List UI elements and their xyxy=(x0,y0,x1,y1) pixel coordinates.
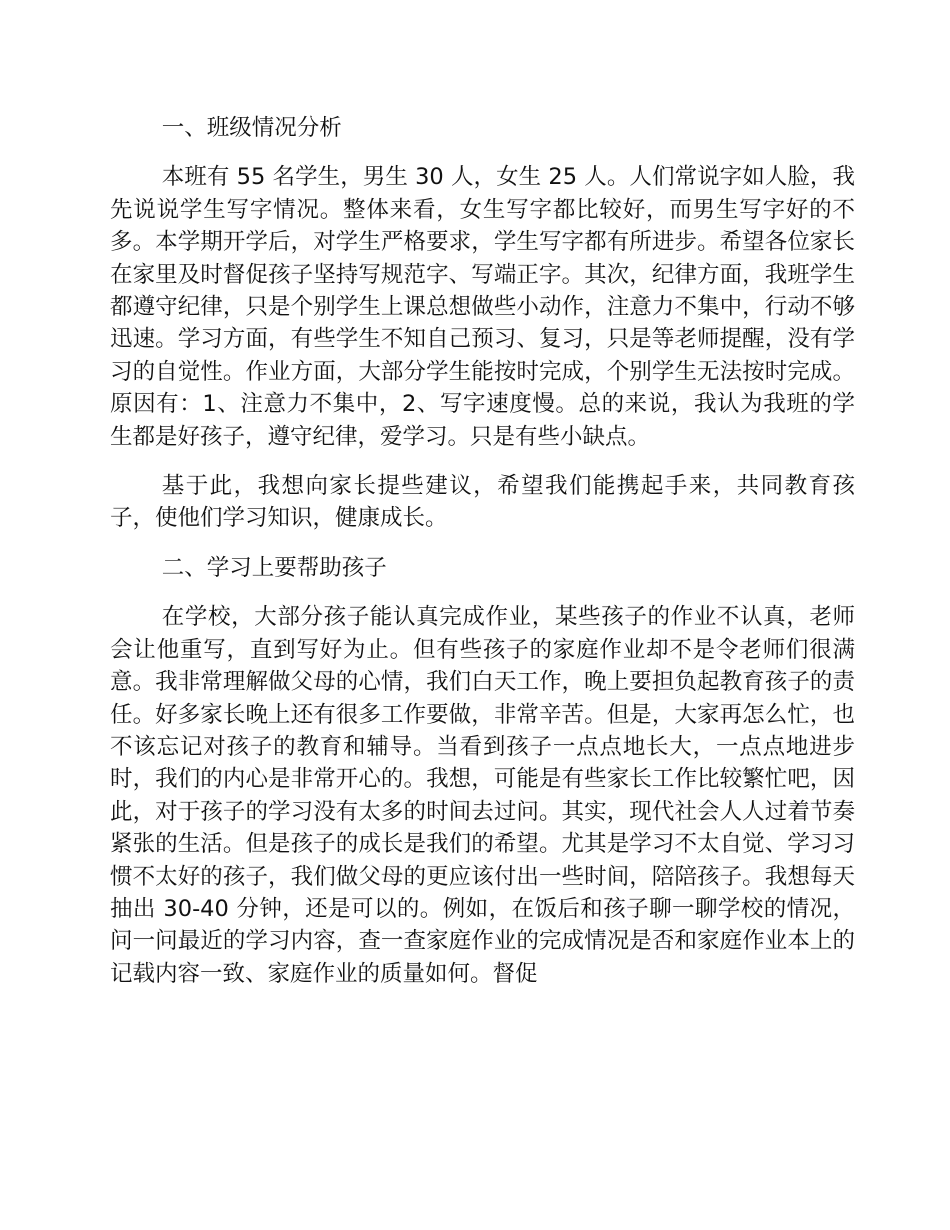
paragraph-study-help: 在学校，大部分孩子能认真完成作业，某些孩子的作业不认真，老师会让他重写，直到写好为止。但有些孩子的家庭作业却不是令老师们很满意。我非常理解做父母的心情，我们白天工作，晚上要担负起教育孩子的责任。好多家长晚上还有很多工作要做，非常辛苦。但是，大家再怎么忙，也不该忘记对孩子的教育和辅导。当看到孩子一点点地长大，一点点地进步时，我们的内心是非常开心的。我想，可能是有些家长工作比较繁忙吧，因此，对于孩子的学习没有太多的时间去过问。其实，现代社会人人过着节奏紧张的生活。但是孩子的成长是我们的希望。尤其是学习不太自觉、学习习惯不太好的孩子，我们做父母的更应该付出一些时间，陪陪孩子。我想每天抽出 30-40 分钟，还是可以的。例如，在饭后和孩子聊一聊学校的情况，问一问最近的学习内容，查一查家庭作业的完成情况是否和家庭作业本上的记载内容一致、家庭作业的质量如何。督促 xyxy=(110,604,855,987)
paragraph-suggestion: 基于此，我想向家长提些建议，希望我们能携起手来，共同教育孩子，使他们学习知识，健康成长。 xyxy=(110,473,855,532)
paragraph-class-analysis: 本班有 55 名学生，男生 30 人，女生 25 人。人们常说字如人脸，我先说说学生写字情况。整体来看，女生写字都比较好，而男生写字好的不多。本学期开学后，对学生严格要求，学生写字都有所进步。希望各位家长在家里及时督促孩子坚持写规范字、写端正字。其次，纪律方面，我班学生都遵守纪律，只是个别学生上课总想做些小动作，注意力不集中，行动不够迅速。学习方面，有些学生不知自己预习、复习，只是等老师提醒，没有学习的自觉性。作业方面，大部分学生能按时完成，个别学生无法按时完成。原因有：1、注意力不集中，2、写字速度慢。总的来说，我认为我班的学生都是好孩子，遵守纪律，爱学习。只是有些小缺点。 xyxy=(110,164,855,450)
section-heading-study-help: 二、学习上要帮助孩子 xyxy=(161,554,387,581)
document-body xyxy=(110,112,855,1007)
section-heading-class-analysis: 一、班级情况分析 xyxy=(161,115,342,141)
